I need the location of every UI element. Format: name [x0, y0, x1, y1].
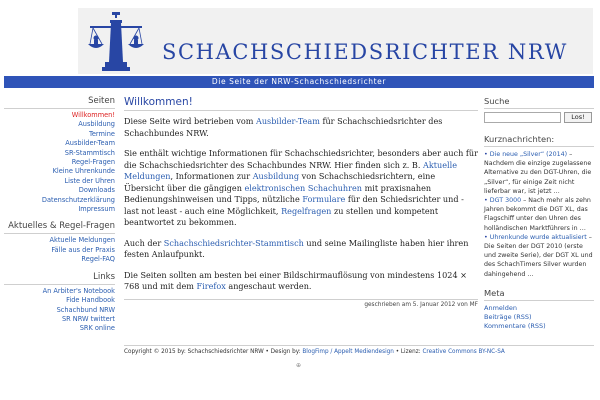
news-text: – Nachdem die einzige zugelassene Alternative zu den DGT-Uhren, die „Silver“, für einige Zeit nicht lieferbar war, ist jetzt …: [484, 151, 592, 195]
formulare-link[interactable]: Formulare: [302, 194, 346, 204]
site-header: [78, 8, 593, 74]
site-title[interactable]: SCHACHSCHIEDSRICHTER NRW: [162, 40, 568, 64]
license-link[interactable]: Creative Commons BY-NC-SA: [422, 349, 505, 355]
text: Sie enthält wichtige Informationen für Schachschiedsrichter, besonders aber auch für die Schachschiedsrichter des Schachbundes NRW. Hier finden sich z. B.: [124, 148, 478, 170]
nav-link[interactable]: Ausbilder-Team: [65, 139, 115, 148]
nav-item-ausbilder-team[interactable]: [4, 139, 115, 148]
external-link-item[interactable]: [4, 306, 115, 315]
nav-item-sr-stammtisch[interactable]: [4, 149, 115, 158]
bullet-icon: •: [484, 197, 490, 205]
external-link[interactable]: SRK online: [79, 324, 115, 333]
nav-link[interactable]: Termine: [88, 129, 115, 138]
main-content: [124, 96, 478, 308]
news-text: – Nach mehr als zehn Jahren bekommt die DGT XL, das Flagschiff unter den Uhren des holländischen Marktführers in …: [484, 197, 591, 232]
topic-item[interactable]: [4, 236, 115, 245]
nav-link[interactable]: Impressum: [78, 205, 115, 214]
site-slogan: Die Seite der NRW-Schachschiedsrichter: [4, 76, 594, 88]
ausbilder-team-link[interactable]: Ausbilder-Team: [255, 116, 320, 126]
text: für den Schiedsrichter und - last not least - auch eine Möglichkeit,: [124, 194, 464, 216]
pages-heading: Seiten: [4, 96, 115, 109]
right-sidebar: [484, 96, 594, 331]
firefox-link[interactable]: Firefox: [196, 281, 226, 291]
topic-link[interactable]: Aktuelle Meldungen: [49, 236, 115, 245]
bullet-icon: •: [484, 233, 490, 241]
nav-link[interactable]: Ausbildung: [78, 120, 115, 129]
topics-nav: [4, 236, 115, 264]
stammtisch-link[interactable]: Schachschiedsrichter-Stammtisch: [163, 237, 304, 248]
external-link-item[interactable]: [4, 296, 115, 305]
nav-item-uhrenkunde[interactable]: [4, 167, 115, 176]
bullet-icon: •: [484, 151, 490, 158]
license-label: • Lizenz:: [393, 349, 423, 355]
external-link[interactable]: An Arbiter's Notebook: [42, 286, 115, 295]
topics-heading: Aktuelles & Regel-Fragen: [4, 221, 115, 234]
post-meta: geschrieben am 5. Januar 2012 von MF: [124, 299, 478, 308]
news-item: [484, 150, 594, 196]
text: , Informationen zur: [170, 171, 253, 181]
search-button[interactable]: Los!: [564, 112, 592, 123]
nav-link[interactable]: Regel-Fragen: [71, 158, 115, 167]
text: zu stellen und kompetent beantwortet zu bekommen.: [124, 205, 439, 227]
text: angeschaut werden.: [225, 281, 312, 291]
nav-item-uhrenliste[interactable]: [4, 177, 115, 186]
text: für Schachschiedsrichter des Schachbundes NRW.: [124, 116, 443, 138]
text: Diese Seite wird betrieben vom: [124, 116, 256, 126]
external-link[interactable]: SR NRW twittert: [61, 314, 115, 323]
posts-rss-link[interactable]: Beiträge (RSS): [484, 313, 532, 322]
nav-item-willkommen[interactable]: [4, 111, 115, 120]
meta-item[interactable]: [484, 313, 594, 322]
news-link[interactable]: Uhrenkunde wurde aktualisiert: [489, 233, 587, 241]
regelfragen-link[interactable]: Regelfragen: [281, 205, 332, 216]
text: Die Seiten sollten am besten bei einer Bildschirmauflösung von mindestens 1024 × 768 und mit dem: [124, 269, 467, 291]
search-heading: Suche: [484, 96, 594, 109]
nav-item-downloads[interactable]: [4, 186, 115, 195]
topic-link[interactable]: Fälle aus der Praxis: [51, 245, 115, 254]
search-form: [484, 112, 594, 123]
external-link-item[interactable]: [4, 315, 115, 324]
scales-of-justice-logo[interactable]: [88, 10, 144, 72]
schachuhren-link[interactable]: elektronischen Schachuhren: [244, 182, 362, 193]
topic-item[interactable]: [4, 246, 115, 255]
topic-item[interactable]: [4, 255, 115, 264]
nav-item-ausbildung[interactable]: [4, 120, 115, 129]
text: Auch der: [124, 237, 164, 248]
nav-item-datenschutz[interactable]: [4, 196, 115, 205]
page-title[interactable]: Willkommen!: [124, 96, 478, 111]
topic-link[interactable]: Regel-FAQ: [81, 255, 115, 264]
footer-icon: ⊕: [296, 362, 302, 369]
pages-nav: [4, 111, 115, 214]
news-item: [484, 233, 594, 279]
external-link-item[interactable]: [4, 324, 115, 333]
external-link[interactable]: Schachbund NRW: [56, 305, 115, 314]
nav-link[interactable]: Liste der Uhren: [64, 176, 115, 185]
nav-link[interactable]: Willkommen!: [71, 111, 115, 119]
comments-rss-link[interactable]: Kommentare (RSS): [484, 322, 546, 331]
nav-item-termine[interactable]: [4, 130, 115, 139]
nav-item-regel-fragen[interactable]: [4, 158, 115, 167]
design-link[interactable]: BlogFimp / Appelt Mediendesign: [302, 349, 394, 355]
resolution-paragraph: [124, 270, 478, 293]
nav-link[interactable]: Datenschutzerklärung: [41, 195, 115, 204]
login-link[interactable]: Anmelden: [484, 303, 517, 312]
news-link[interactable]: Die neue „Silver“ (2014): [489, 151, 568, 158]
text: und seine Mailingliste haben hier ihren festen Anlaufpunkt.: [124, 237, 469, 259]
info-paragraph: [124, 148, 478, 229]
external-link[interactable]: Fide Handbook: [66, 296, 115, 305]
news-item: [484, 196, 594, 233]
news-heading: Kurznachrichten:: [484, 134, 594, 147]
meta-heading: Meta: [484, 288, 594, 301]
left-sidebar: [4, 96, 115, 341]
links-nav: [4, 287, 115, 334]
nav-item-impressum[interactable]: [4, 205, 115, 214]
meta-item[interactable]: [484, 322, 594, 331]
meta-list: [484, 304, 594, 332]
text: mit praxisnahen Bedienungshinweisen und Tipps, nützliche: [124, 182, 432, 204]
news-list: [484, 150, 594, 279]
copyright-text: Copyright © 2015 by: Schachschiedsrichter NRW • Design by:: [124, 349, 303, 355]
ausbildung-link[interactable]: Ausbildung: [252, 171, 300, 181]
text: von Schachschiedsrichtern, eine Übersicht über die gängigen: [124, 171, 436, 193]
aktuelle-meldungen-link[interactable]: Aktuelle Meldungen: [124, 159, 457, 181]
meta-item[interactable]: [484, 304, 594, 313]
search-input[interactable]: [484, 112, 561, 123]
intro-paragraph: [124, 116, 478, 139]
nav-link[interactable]: Kleine Uhrenkunde: [52, 167, 115, 176]
stammtisch-paragraph: [124, 238, 478, 261]
site-footer: [124, 345, 594, 355]
links-heading: Links: [4, 272, 115, 285]
nav-link[interactable]: SR-Stammtisch: [64, 148, 115, 157]
news-text: – Die Seiten der DGT 2010 (erste und zweite Serie), der DGT XL und des SchachTimers Silver wurden dahingehend …: [484, 233, 593, 278]
news-link[interactable]: DGT 3000: [489, 197, 522, 205]
nav-link[interactable]: Downloads: [78, 186, 115, 195]
external-link-item[interactable]: [4, 287, 115, 296]
